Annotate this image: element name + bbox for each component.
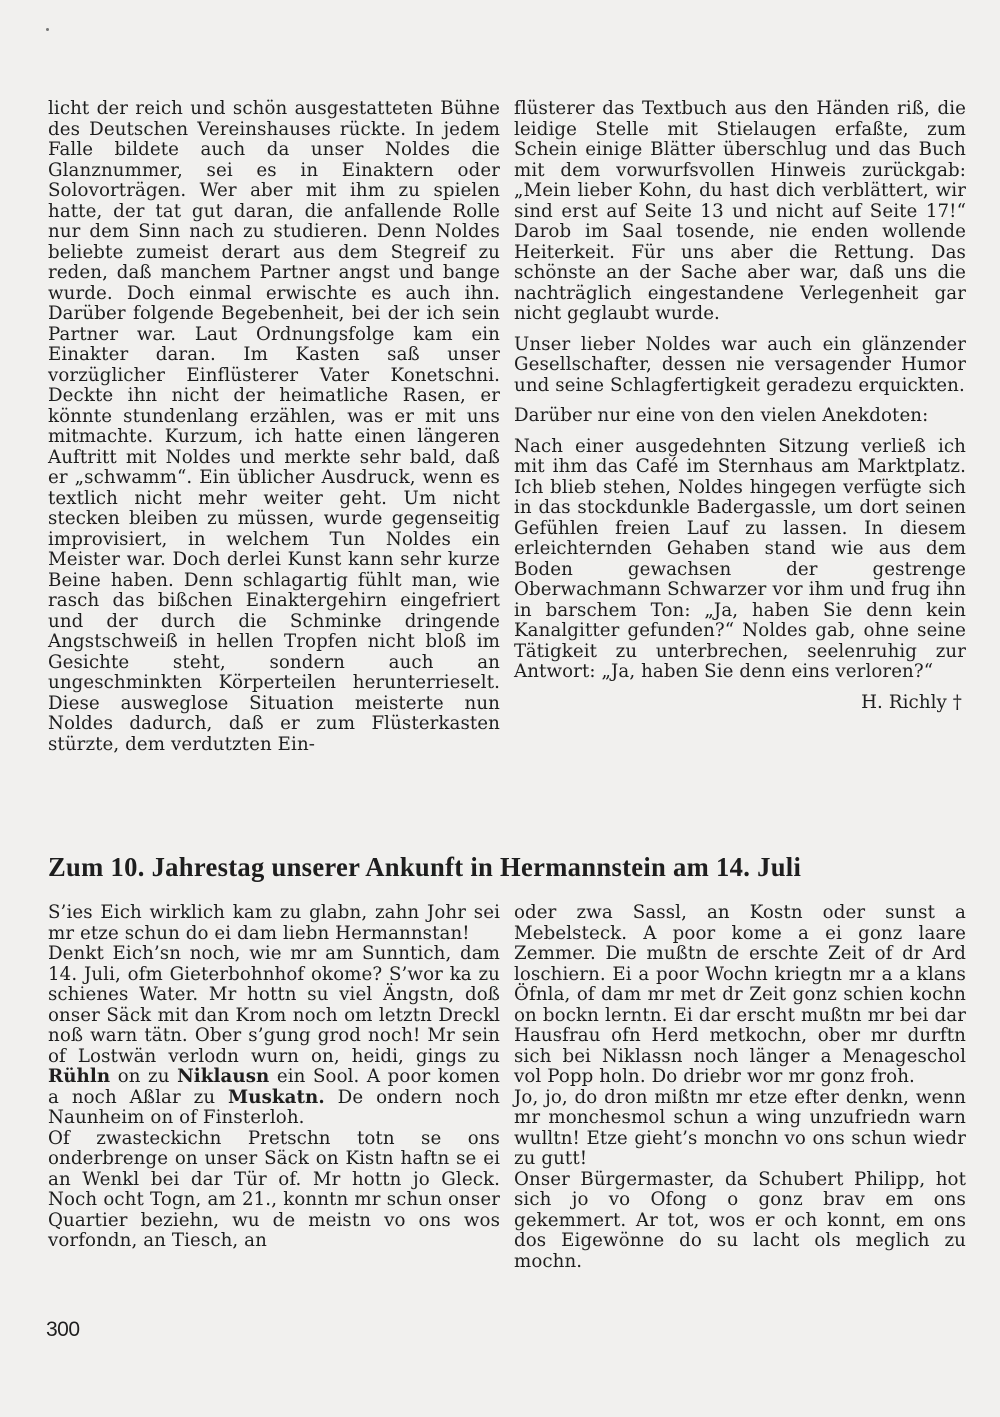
text-run: on zu <box>110 1066 178 1087</box>
paragraph: Jo, jo, do dron mißtn mr etze efter denkn, wenn mr monchesmol schun a wing unzufriedn warn wulltn! Etze gieht’s monchn vo ons schun wiedr zu gutt! <box>514 1086 966 1169</box>
page-number: 300 <box>46 1318 80 1341</box>
article1-column-right <box>514 99 966 713</box>
paragraph: Darüber nur eine von den vielen Anekdoten: <box>514 405 929 426</box>
article-headline: Zum 10. Jahrestag unserer Ankunft in Hermannstein am 14. Juli <box>48 852 802 882</box>
text-run: Denkt Eich’sn noch, wie mr am Sunntich, dam 14. Juli, ofm Gieterbohnhof okome? S’wor ka zu schienes Water. Mr hottn su viel Ängstn, doß onser Säck mit dan Krom noch om letztn Dreckl noß warn tätn. Ober s’gung grod noch! Mr sein of Lostwän verlodn wurn on, heidi, gings zu <box>48 943 500 1067</box>
paragraph: Nach einer ausgedehnten Sitzung verließ ich mit ihm das Café im Sternhaus am Marktplatz. Ich blieb stehen, Noldes hingegen verfügte sich in das stockdunkle Badergassle, um dort seinen Gefühlen freien Lauf zu lassen. In diesem erleichternden Gehaben stand wie aus dem Boden gewachsen der gestrenge Oberwachmann Schwarzer vor ihm und frug ihn in barschem Ton: „Ja, haben Sie denn kein Kanalgitter gefunden?“ Noldes gab, ohne seine Tätigkeit zu unterbrechen, seelenruhig zur Antwort: „Ja, haben Sie denn eins verloren?“ <box>514 435 966 682</box>
article2-column-left <box>48 903 500 1252</box>
paragraph: S’ies Eich wirklich kam zu glabn, zahn Johr sei mr etze schun do ei dam liebn Hermannstan! <box>48 902 500 944</box>
paragraph: Onser Bürgermaster, da Schubert Philipp, hot sich jo vo Ofong o gonz brav em ons gekemmert. Ar tot, wos er och konnt, em ons dos Eigewönne do su lacht ols meglich zu mochn. <box>514 1168 966 1272</box>
paragraph: oder zwa Sassl, an Kostn oder sunst a Mebelsteck. A poor kome a ei gonz laare Zemmer. Die mußtn de erschte Zeit of dr Ard loschiern. Ei a poor Wochn kriegtn mr a a klans Öfnla, of dam mr met dr Zeit gonz schien kochn on bockn lerntn. Ei dar erscht mußtn mr bei dar Hausfrau ofn Herd metkochn, ober mr durftn sich bei Niklassn noch länger a Menageschol vol Popp holn. Do driebr wor mr gonz froh. <box>514 902 966 1087</box>
article1-column-left <box>48 99 500 755</box>
place-name-bold: Niklausn <box>177 1066 270 1087</box>
paragraph: flüsterer das Textbuch aus den Händen riß, die leidige Stelle mit Stielaugen erfaßte, zum Schein einige Blätter überschlug und das Buch mit dem vorwurfsvollen Hinweis zurückgab: „Mein lieber Kohn, du hast dich verblättert, wir sind erst auf Seite 13 und nicht auf Seite 17!“ Darob im Saal tosende, nie enden wollende Heiterkeit. Für uns aber die Rettung. Das schönste an der Sache aber war, daß uns die nachträglich eingestandene Verlegenheit gar nicht geglaubt wurde. <box>514 98 966 324</box>
paragraph: licht der reich und schön ausgestatteten Bühne des Deutschen Vereinshauses rückte. In jedem Falle bildete auch da unser Noldes die Glanznummer, sei es in Einaktern oder Solovorträgen. Wer aber mit ihm zu spielen hatte, der tat gut daran, die anfallende Rolle nur dem Sinn nach zu studieren. Denn Noldes beliebte zumeist derart aus dem Stegreif zu reden, daß manchem Partner angst und bange wurde. Doch einmal erwischte es auch ihn. Darüber folgende Begebenheit, bei der ich sein Partner war. Laut Ordnungsfolge kam ein Einakter daran. Im Kasten saß unser vorzüglicher Einflüsterer Vater Konetschni. Deckte ihn nicht der heimatliche Rasen, er könnte stundenlang erzählen, was er mit uns mitmachte. Kurzum, ich hatte einen längeren Auftritt mit Noldes und merkte sehr bald, daß er „schwamm“. Ein üblicher Ausdruck, wenn es textlich nicht mehr weiter geht. Um nicht stecken bleiben zu müssen, wurde gegenseitig improvisiert, in welchem Tun Noldes ein Meister war. Doch derlei Kunst kann sehr kurze Beine haben. Denn schlagartig fühlt man, wie rasch das bißchen Einaktergehirn eingefriert und der durch die Schminke dringende Angstschweiß in hellen Tropfen nicht bloß im Gesichte steht, sondern auch an ungeschminkten Körperteilen herunterrieselt. Diese ausweglose Situation meisterte nun Noldes dadurch, daß er zum Flüsterkasten stürzte, dem verdutzten Ein- <box>48 98 500 755</box>
paper-speck <box>46 28 49 31</box>
paragraph: Unser lieber Noldes war auch ein glänzender Gesellschafter, dessen nie versagender Humor und seine Schlagfertigkeit geradezu erquickten. <box>514 333 966 396</box>
text-run: ein Sool. A poor komen a noch Aßlar zu <box>48 1066 500 1108</box>
paragraph <box>48 944 500 1129</box>
paragraph: Of zwasteckichn Pretschn totn se ons onderbrenge on unser Säck on Kistn haftn se ei an Wenkl bei dar Tür of. Mr hottn jo Gleck. Noch ocht Togn, am 21., konntn mr schun onser Quartier beziehn, wu de meistn vo ons wos vorfondn, an Tiesch, an <box>48 1127 500 1251</box>
article2-column-right <box>514 903 966 1272</box>
text-run: De ondern noch Naunheim on of Finsterloh. <box>48 1086 500 1128</box>
place-name-bold: Rühln <box>48 1066 111 1087</box>
author-signature: H. Richly † <box>861 691 962 713</box>
place-name-bold: Muskatn. <box>228 1086 325 1108</box>
